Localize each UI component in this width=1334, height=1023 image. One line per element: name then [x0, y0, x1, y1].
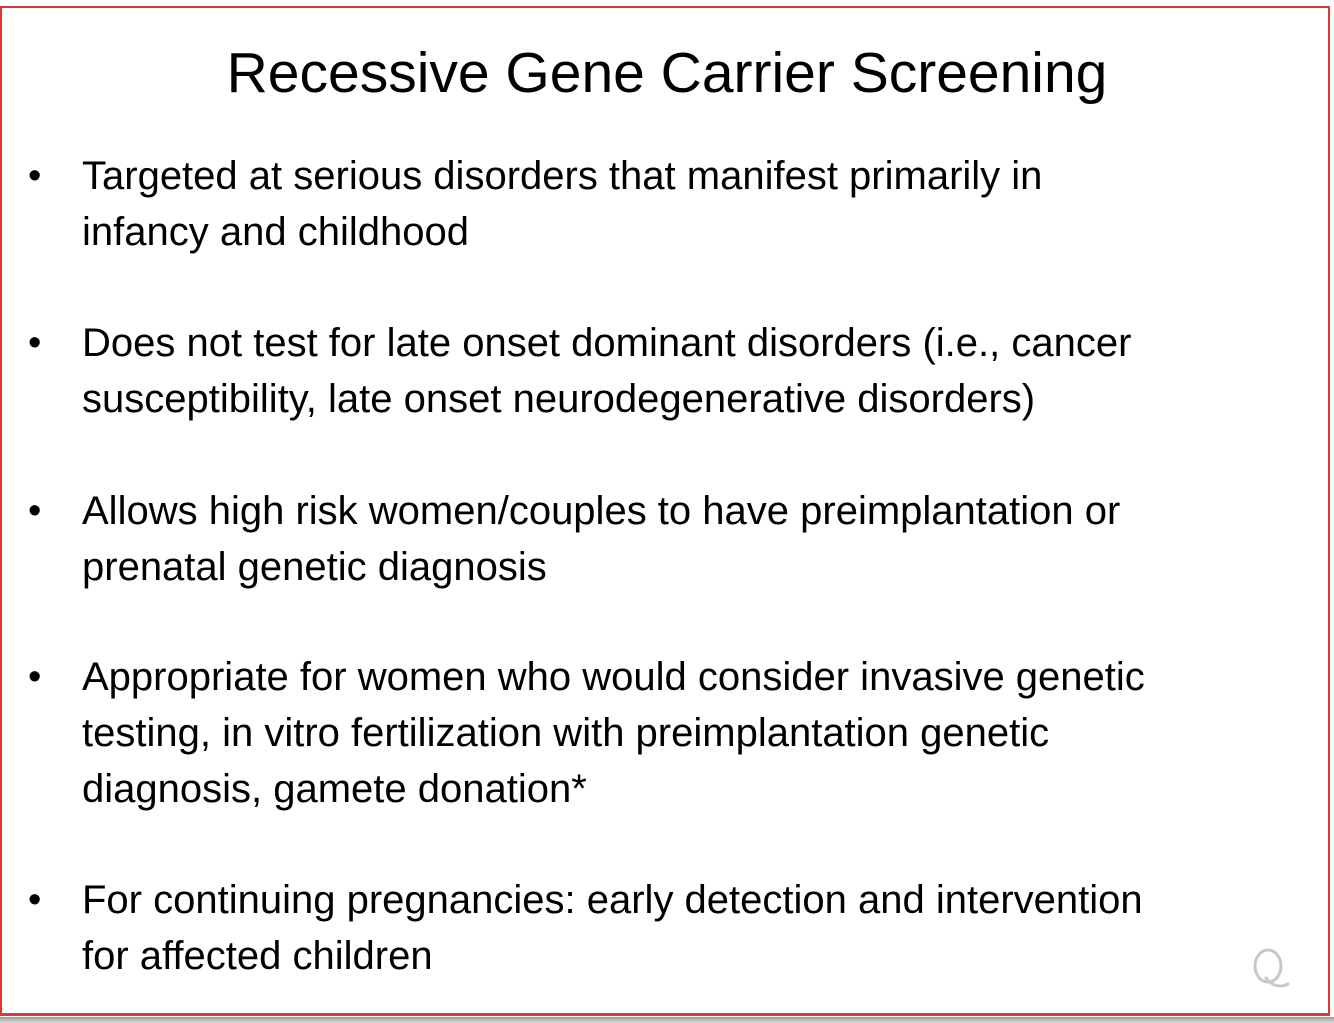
q-watermark-icon: [1246, 946, 1292, 992]
bullet-dot: •: [28, 155, 42, 197]
bullet-text: Allows high risk women/couples to have preimplantation or prenatal genetic diagnosis: [82, 489, 1121, 589]
slide-title: Recessive Gene Carrier Screening: [226, 41, 1108, 105]
bullet-text: For continuing pregnancies: early detection and intervention for affected children: [82, 878, 1143, 978]
bullet-dot: •: [28, 490, 42, 532]
bullet-text: Appropriate for women who would consider invasive genetic testing, in vitro fertilization with preimplantation genetic diagnosis, gamete donation*: [82, 655, 1145, 811]
bullet-dot: •: [28, 879, 42, 921]
bullet-text: Targeted at serious disorders that manifest primarily in infancy and childhood: [82, 154, 1043, 254]
bullet-dot: •: [28, 322, 42, 364]
bullet-text: Does not test for late onset dominant disorders (i.e., cancer susceptibility, late onset neurodegenerative disorders): [82, 321, 1132, 421]
bullet-dot: •: [28, 656, 42, 698]
slide-bottom-edge: [0, 1017, 1334, 1023]
